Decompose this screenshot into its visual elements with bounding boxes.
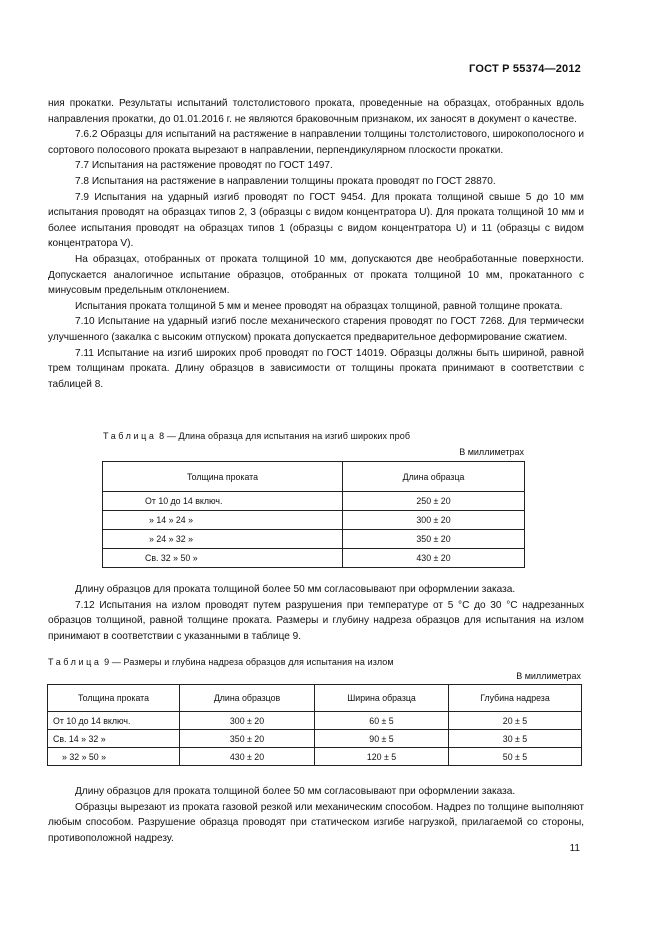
document-code: ГОСТ Р 55374—2012 bbox=[469, 63, 581, 75]
table9-cell: 50 ± 5 bbox=[449, 748, 582, 766]
table8-cell: 350 ± 20 bbox=[343, 530, 525, 549]
table9-cell: 20 ± 5 bbox=[449, 712, 582, 730]
table8-caption-text: 8 — Длина образца для испытания на изгиб широких проб bbox=[159, 431, 411, 441]
table8-cell: 430 ± 20 bbox=[343, 549, 525, 568]
table8-cell: Св. 32 » 50 » bbox=[103, 549, 343, 568]
table8-caption-word: Таблица bbox=[103, 431, 157, 441]
paragraph: Образцы вырезают из проката газовой резкой или механическим способом. Надрез по толщине выполняют любым способом. Разрушение образца проводят при статическом изгибе нагрузкой, прилагаемой со стороны, противоположной надрезу. bbox=[48, 801, 584, 844]
table9-unit: В миллиметрах bbox=[516, 671, 581, 681]
paragraph: 7.11 Испытание на изгиб широких проб проводят по ГОСТ 14019. Образцы должны быть шириной, равной трем толщинам проката. Длину образцов в зависимости от толщины проката принимают в соответствии с таблицей 8. bbox=[48, 347, 584, 390]
paragraph: Испытания проката толщиной 5 мм и менее проводят на образцах толщиной, равной толщине проката. bbox=[75, 300, 563, 312]
table9-caption-text: 9 — Размеры и глубина надреза образцов для испытания на излом bbox=[104, 657, 394, 667]
table8-cell: 250 ± 20 bbox=[343, 492, 525, 511]
table8-header: Толщина проката bbox=[103, 462, 343, 492]
paragraph: 7.6.2 Образцы для испытаний на растяжение в направлении толщины толстолистового, широкополосного и сортового полосового проката вырезают в направлении, перпендикулярном плоскости прокатки. bbox=[48, 129, 584, 156]
table8-cell: » 24 » 32 » bbox=[103, 530, 343, 549]
table8-cell: » 14 » 24 » bbox=[103, 511, 343, 530]
table9-cell: 430 ± 20 bbox=[180, 748, 315, 766]
paragraph: 7.9 Испытания на ударный изгиб проводят по ГОСТ 9454. Для проката толщиной свыше 5 до 10 мм испытания проводят на образцах типов 2, 3 (образцы с видом концентратора U). Для проката толщиной 10 мм и более испытания проводят на образцах типов 1 (образцы с видом концентратора U) и 11 (образцы с видом концентратора V). bbox=[48, 191, 584, 250]
paragraph: 7.8 Испытания на растяжение в направлении толщины проката проводят по ГОСТ 28870. bbox=[75, 175, 496, 187]
table9-cell: 60 ± 5 bbox=[315, 712, 449, 730]
paragraph: 7.10 Испытание на ударный изгиб после механического старения проводят по ГОСТ 7268. Для термически улучшенного (закалка с высоким отпуском) проката допускается предварительное деформирование сжатием. bbox=[48, 316, 584, 343]
paragraph: Длину образцов для проката толщиной более 50 мм согласовывают при оформлении заказа. bbox=[75, 584, 516, 595]
table8-unit: В миллиметрах bbox=[459, 447, 524, 457]
table8-cell: От 10 до 14 включ. bbox=[103, 492, 343, 511]
text-block-bottom bbox=[48, 784, 584, 846]
paragraph: 7.12 Испытания на излом проводят путем разрушения при температуре от 5 °С до 30 °С надрезанных образцов толщиной, равной толщине проката. Размеры и глубину надреза образцов для испытания на излом принимают в соответствии с указанными в таблице 9. bbox=[48, 599, 584, 642]
table9-cell: От 10 до 14 включ. bbox=[48, 712, 180, 730]
page-number: 11 bbox=[569, 843, 580, 854]
table9-cell: 120 ± 5 bbox=[315, 748, 449, 766]
table9-cell: 30 ± 5 bbox=[449, 730, 582, 748]
table9-header: Толщина проката bbox=[48, 685, 180, 712]
table9-header: Длина образцов bbox=[180, 685, 315, 712]
table8-cell: 300 ± 20 bbox=[343, 511, 525, 530]
table8-header: Длина образца bbox=[343, 462, 525, 492]
table9 bbox=[47, 684, 582, 766]
table9-cell: Св. 14 » 32 » bbox=[48, 730, 180, 748]
table9-header: Ширина образца bbox=[315, 685, 449, 712]
table9-cell: » 32 » 50 » bbox=[48, 748, 180, 766]
text-block-top bbox=[48, 96, 584, 392]
paragraph: 7.7 Испытания на растяжение проводят по ГОСТ 1497. bbox=[75, 160, 333, 172]
table9-cell: 300 ± 20 bbox=[180, 712, 315, 730]
text-block-mid bbox=[48, 582, 584, 644]
table9-cell: 350 ± 20 bbox=[180, 730, 315, 748]
table9-header: Глубина надреза bbox=[449, 685, 582, 712]
table9-caption bbox=[48, 657, 394, 667]
paragraph: Длину образцов для проката толщиной более 50 мм согласовывают при оформлении заказа. bbox=[75, 786, 516, 797]
table8-caption bbox=[103, 431, 410, 441]
paragraph: На образцах, отобранных от проката толщиной 10 мм, допускаются две необработанные поверхности. Допускается аналогичное испытание образцов, отобранных от проката толщиной 10 мм, прокатанного с минусовым предельным отклонением. bbox=[48, 253, 584, 297]
table9-cell: 90 ± 5 bbox=[315, 730, 449, 748]
table8 bbox=[102, 461, 525, 568]
table9-caption-word: Таблица bbox=[48, 657, 102, 667]
paragraph: ния прокатки. Результаты испытаний толстолистового проката, проведенные на образцах, отобранных вдоль направления прокатки, до 01.01.2016 г. не являются браковочным признаком, их заносят в документ о качестве. bbox=[48, 98, 584, 125]
